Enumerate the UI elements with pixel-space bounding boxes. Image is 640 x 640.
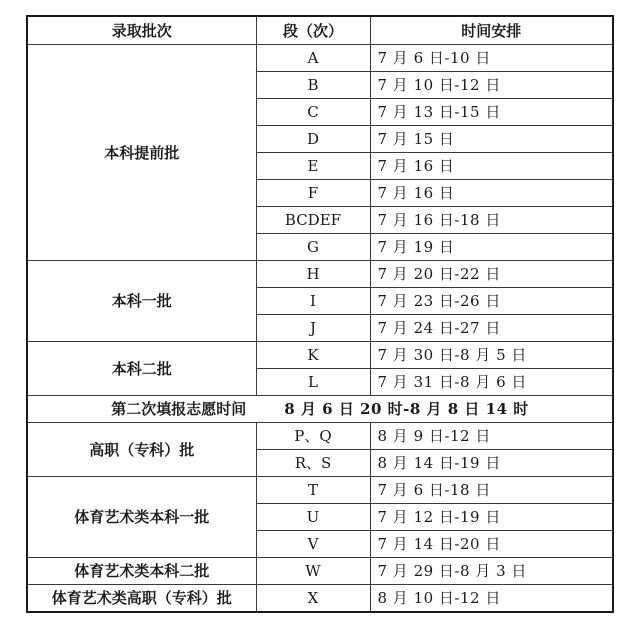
batch-cell: 体育艺术类本科一批 xyxy=(27,477,256,558)
segment-cell: E xyxy=(256,153,370,180)
table-row xyxy=(27,477,613,504)
header-segment: 段（次） xyxy=(256,16,370,45)
segment-cell: I xyxy=(256,288,370,315)
batch-cell: 体育艺术类高职（专科）批 xyxy=(27,585,256,613)
segment-cell: C xyxy=(256,99,370,126)
time-cell: 7 月 13 日-15 日 xyxy=(370,99,613,126)
segment-cell: U xyxy=(256,504,370,531)
time-cell: 7 月 29 日-8 月 3 日 xyxy=(370,558,613,585)
time-cell: 7 月 15 日 xyxy=(370,126,613,153)
segment-cell: R、S xyxy=(256,450,370,477)
time-cell: 7 月 16 日 xyxy=(370,180,613,207)
time-cell: 7 月 31 日-8 月 6 日 xyxy=(370,369,613,396)
segment-cell: D xyxy=(256,126,370,153)
batch-cell: 体育艺术类本科二批 xyxy=(27,558,256,585)
segment-cell: L xyxy=(256,369,370,396)
time-cell: 8 月 14 日-19 日 xyxy=(370,450,613,477)
time-cell: 8 月 9 日-12 日 xyxy=(370,423,613,450)
second-fill-time: 8 月 6 日 20 时-8 月 8 日 14 时 xyxy=(284,400,529,418)
segment-cell: X xyxy=(256,585,370,613)
segment-cell: H xyxy=(256,261,370,288)
time-cell: 7 月 20 日-22 日 xyxy=(370,261,613,288)
admission-schedule-table xyxy=(26,15,614,613)
table-row xyxy=(27,342,613,369)
segment-cell: G xyxy=(256,234,370,261)
time-cell: 7 月 14 日-20 日 xyxy=(370,531,613,558)
segment-cell: T xyxy=(256,477,370,504)
segment-cell: P、Q xyxy=(256,423,370,450)
segment-cell: B xyxy=(256,72,370,99)
time-cell: 7 月 30 日-8 月 5 日 xyxy=(370,342,613,369)
table-row xyxy=(27,585,613,613)
second-fill-label: 第二次填报志愿时间 xyxy=(111,400,247,418)
time-cell: 7 月 10 日-12 日 xyxy=(370,72,613,99)
header-row xyxy=(27,16,613,45)
segment-cell: J xyxy=(256,315,370,342)
time-cell: 7 月 12 日-19 日 xyxy=(370,504,613,531)
second-fill-cell xyxy=(27,396,613,423)
time-cell: 8 月 10 日-12 日 xyxy=(370,585,613,613)
segment-cell: BCDEF xyxy=(256,207,370,234)
time-cell: 7 月 16 日 xyxy=(370,153,613,180)
second-fill-row xyxy=(27,396,613,423)
table-row xyxy=(27,261,613,288)
batch-cell: 本科二批 xyxy=(27,342,256,396)
header-time: 时间安排 xyxy=(370,16,613,45)
time-cell: 7 月 6 日-10 日 xyxy=(370,45,613,72)
segment-cell: K xyxy=(256,342,370,369)
batch-cell: 本科提前批 xyxy=(27,45,256,261)
table-row xyxy=(27,558,613,585)
time-cell: 7 月 6 日-18 日 xyxy=(370,477,613,504)
table-row xyxy=(27,45,613,72)
table-row xyxy=(27,423,613,450)
header-batch: 录取批次 xyxy=(27,16,256,45)
time-cell: 7 月 16 日-18 日 xyxy=(370,207,613,234)
batch-cell: 本科一批 xyxy=(27,261,256,342)
segment-cell: W xyxy=(256,558,370,585)
segment-cell: A xyxy=(256,45,370,72)
time-cell: 7 月 23 日-26 日 xyxy=(370,288,613,315)
batch-cell: 高职（专科）批 xyxy=(27,423,256,477)
segment-cell: V xyxy=(256,531,370,558)
time-cell: 7 月 19 日 xyxy=(370,234,613,261)
segment-cell: F xyxy=(256,180,370,207)
time-cell: 7 月 24 日-27 日 xyxy=(370,315,613,342)
